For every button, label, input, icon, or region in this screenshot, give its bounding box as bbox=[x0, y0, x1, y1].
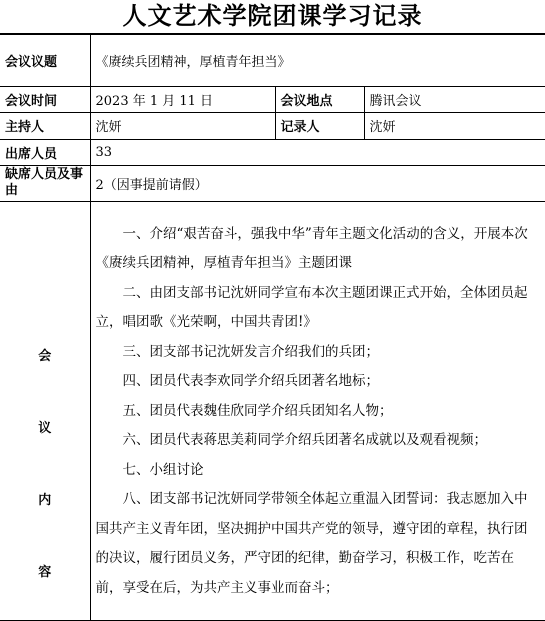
row-content bbox=[0, 201, 545, 620]
row-host-recorder bbox=[0, 112, 545, 139]
content-paragraph: 八、团支部书记沈妍同学带领全体起立重温入团誓词：我志愿加入中国共产主义青年团，坚决拥护中国共产党的领导，遵守团的章程，执行团的决议，履行团员义务，严守团的纪律，勤奋学习，积极工作，吃苦在前，享受在后，为共产主义事业而奋斗； bbox=[95, 491, 528, 596]
time-label: 会议时间 bbox=[0, 86, 90, 112]
absent-value: 2（因事提前请假） bbox=[90, 165, 545, 201]
attendees-value: 33 bbox=[90, 139, 545, 165]
row-attendees bbox=[0, 139, 545, 165]
topic-value: 《赓续兵团精神，厚植青年担当》 bbox=[90, 34, 545, 86]
location-label: 会议地点 bbox=[275, 86, 364, 112]
row-time-location bbox=[0, 86, 545, 112]
time-value: 2023 年 1 月 11 日 bbox=[90, 86, 275, 112]
content-label bbox=[0, 201, 90, 620]
content-label-char: 容 bbox=[38, 564, 52, 580]
content-paragraph: 六、团员代表蒋思美莉同学介绍兵团著名成就以及观看视频； bbox=[122, 432, 487, 449]
recorder-label: 记录人 bbox=[275, 112, 364, 139]
content-label-char: 议 bbox=[38, 420, 52, 436]
host-value: 沈妍 bbox=[90, 112, 275, 139]
content-paragraph: 三、团支部书记沈妍发言介绍我们的兵团； bbox=[122, 343, 379, 360]
content-paragraph: 七、小组讨论 bbox=[122, 461, 204, 478]
host-label: 主持人 bbox=[0, 112, 90, 139]
record-table bbox=[0, 33, 545, 621]
recorder-value: 沈妍 bbox=[364, 112, 545, 139]
location-value: 腾讯会议 bbox=[364, 86, 545, 112]
content-paragraph: 一、介绍“艰苦奋斗，强我中华”青年主题文化活动的含义，开展本次《赓续兵团精神，厚植青年担当》主题团课 bbox=[95, 225, 528, 272]
content-label-char: 会 bbox=[38, 348, 52, 364]
content-paragraph: 五、团员代表魏佳欣同学介绍兵团知名人物； bbox=[122, 402, 393, 419]
topic-label: 会议议题 bbox=[0, 34, 90, 86]
absent-label: 缺席人员及事由 bbox=[0, 165, 90, 201]
content-body bbox=[90, 201, 545, 620]
page-title: 人文艺术学院团课学习记录 bbox=[122, 2, 423, 30]
content-paragraph: 四、团员代表李欢同学介绍兵团著名地标； bbox=[122, 373, 379, 390]
content-label-char: 内 bbox=[38, 492, 52, 508]
row-absent bbox=[0, 165, 545, 201]
content-paragraph: 二、由团支部书记沈妍同学宣布本次主题团课正式开始，全体团员起立，唱团歌《光荣啊，中国共青团!》 bbox=[95, 284, 528, 331]
row-topic bbox=[0, 34, 545, 86]
attendees-label: 出席人员 bbox=[0, 139, 90, 165]
